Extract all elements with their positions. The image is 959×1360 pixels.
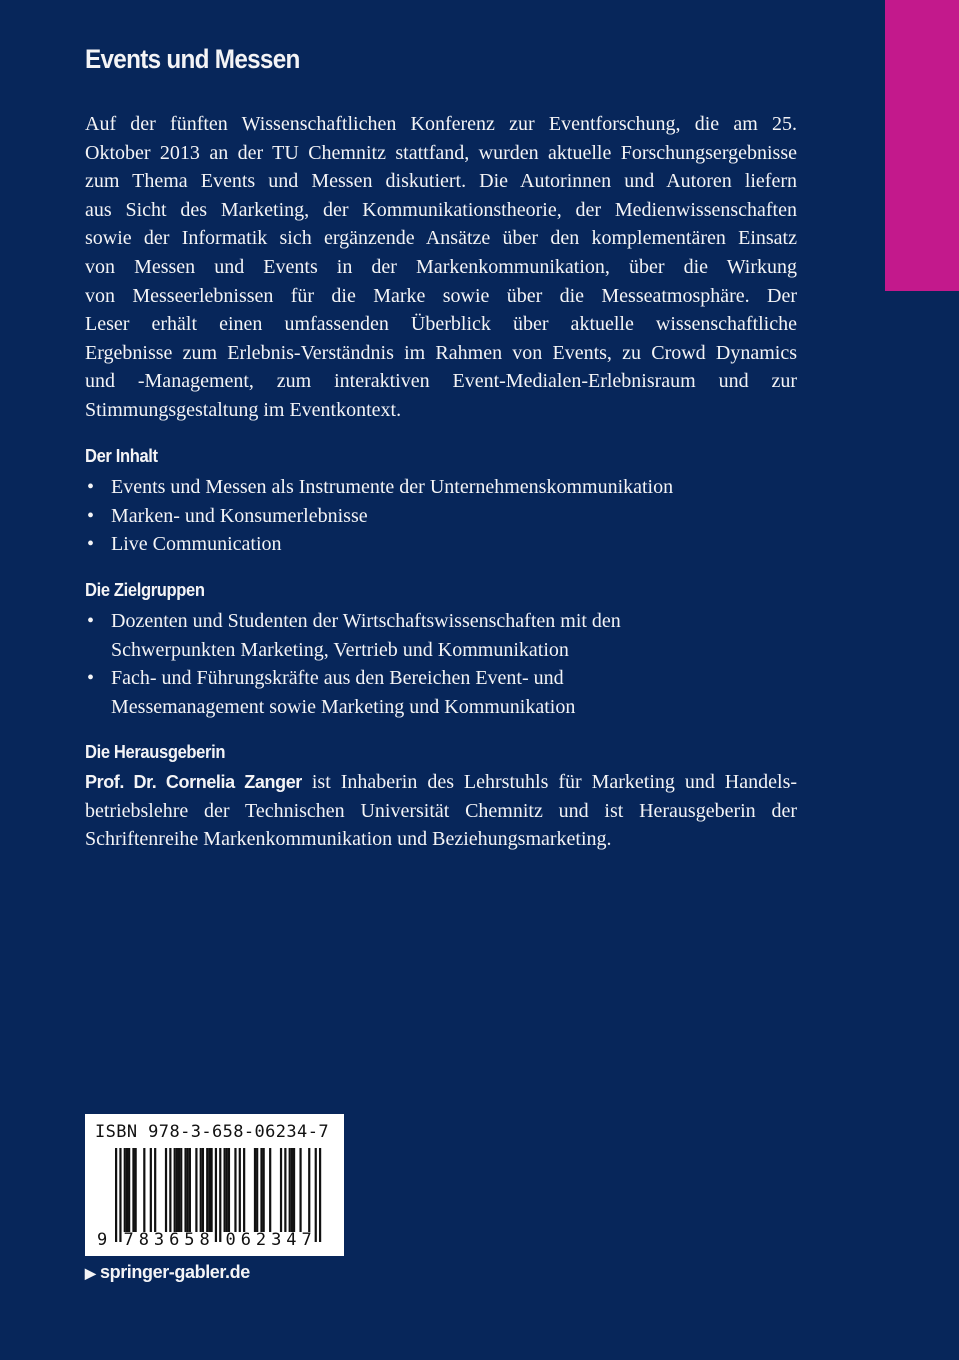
barcode-digit: 4	[286, 1230, 297, 1250]
barcode-bar	[132, 1148, 134, 1232]
barcode-bar	[293, 1148, 295, 1232]
barcode-bar	[176, 1148, 178, 1232]
inhalt-list	[85, 473, 805, 559]
barcode-bar	[243, 1148, 245, 1232]
list-item: • Marken- und Konsumerlebnisse	[87, 504, 368, 527]
barcode-bar	[150, 1148, 152, 1232]
intro-line: Ergebnisse zum Erlebnis-Verständnis im Rahmen von Events, zu Crowd Dynamics	[85, 341, 797, 364]
barcode-digit: 9	[97, 1230, 108, 1250]
barcode-bar	[291, 1148, 293, 1232]
list-item-text: Live Communication	[111, 533, 282, 556]
intro-line: zum Thema Events und Messen diskutiert. Die Autorinnen und Autoren liefern	[85, 170, 797, 193]
barcode-bar	[174, 1148, 176, 1232]
bio-line: ist Inhaberin des Lehrstuhls für Marketing und Handels-	[301, 771, 798, 793]
barcode-bar	[178, 1148, 180, 1232]
barcode-bar	[195, 1148, 197, 1232]
barcode-bar	[210, 1148, 212, 1232]
barcode-digit: 7	[123, 1230, 134, 1250]
intro-line: Leser erhält einen umfassenden Überblick über aktuelle wissenschaftliche	[85, 313, 797, 336]
inhalt-heading: Der Inhalt	[85, 446, 158, 466]
list-item: • Fach- und Führungskräfte aus den Bereichen Event- und Messemanagement sowie Marketing und Kommunikation	[87, 667, 576, 718]
intro-line: von Messeerlebnissen für die Marke sowie über die Messeatmosphäre. Der	[85, 284, 797, 307]
barcode-bar	[263, 1148, 265, 1232]
barcode-bar	[269, 1148, 271, 1232]
intro-line: aus Sicht des Marketing, der Kommunikationstheorie, der Medienwissenschaften	[85, 198, 797, 221]
accent-bar	[885, 0, 959, 291]
barcode-bar	[289, 1148, 291, 1232]
intro-line: und -Management, zum interaktiven Event-Medialen-Erlebnisraum und zur	[85, 370, 797, 393]
barcode-bar	[219, 1148, 221, 1242]
barcode-bar	[200, 1148, 202, 1232]
barcode-bar	[228, 1148, 230, 1232]
barcode-digit: 0	[225, 1230, 236, 1250]
list-item-text: Events und Messen als Instrumente der Unternehmenskommunikation	[111, 476, 674, 498]
barcode-bar	[135, 1148, 137, 1232]
barcode-digit: 7	[301, 1230, 312, 1250]
barcode-digit: 6	[240, 1230, 251, 1250]
isbn-text: ISBN 978-3-658-06234-7	[95, 1122, 329, 1142]
intro-paragraph	[85, 110, 797, 425]
herausgeberin-bio	[85, 768, 797, 854]
play-arrow-icon: ▶	[85, 1265, 96, 1281]
barcode-bar	[224, 1148, 226, 1232]
barcode-bar	[115, 1148, 117, 1242]
barcode-bar	[154, 1148, 156, 1232]
barcode-bar	[169, 1148, 171, 1232]
barcode-bar	[143, 1148, 145, 1232]
barcode-digit: 8	[138, 1230, 149, 1250]
barcode-bar	[187, 1148, 189, 1232]
barcode-bar	[165, 1148, 167, 1232]
herausgeberin-heading: Die Herausgeberin	[85, 742, 226, 762]
barcode-bar	[308, 1148, 310, 1232]
barcode-bar	[254, 1148, 256, 1232]
intro-line: Oktober 2013 an der TU Chemnitz stattfand, wurden aktuelle Forschungsergebnisse	[85, 141, 797, 164]
barcode-bar	[226, 1148, 228, 1232]
intro-line: Auf der fünften Wissenschaftlichen Konferenz zur Eventforschung, die am 25.	[85, 113, 797, 135]
list-item: • Live Communication	[87, 533, 282, 556]
barcode-digit: 8	[199, 1230, 210, 1250]
barcode-bar	[119, 1148, 121, 1242]
barcode-bar	[215, 1148, 217, 1242]
zielgruppen-list	[85, 607, 725, 721]
list-item-text: Marken- und Konsumerlebnisse	[111, 504, 368, 527]
barcode-bar	[206, 1148, 208, 1232]
book-title: Events und Messen	[85, 44, 300, 74]
barcode-digit: 5	[184, 1230, 195, 1250]
barcode-bar	[189, 1148, 191, 1232]
list-item-text: Dozenten und Studenten der Wirtschaftswissenschaften mit den Schwerpunkten Marketing, Vertrieb und Kommunikation	[111, 610, 621, 661]
barcode-bar	[184, 1148, 186, 1232]
list-item-text: Fach- und Führungskräfte aus den Bereichen Event- und Messemanagement sowie Marketing und Kommunikation	[111, 667, 576, 718]
barcode-bar	[256, 1148, 258, 1232]
barcode-digit: 6	[169, 1230, 180, 1250]
list-item: • Dozenten und Studenten der Wirtschaftswissenschaften mit den Schwerpunkten Marketing, Vertrieb und Kommunikation	[87, 610, 621, 661]
intro-line: von Messen und Events in der Markenkommunikation, über die Wirkung	[85, 255, 797, 278]
barcode-bar	[260, 1148, 262, 1232]
barcode-bar	[284, 1148, 286, 1232]
bio-line: Schriftenreihe Markenkommunikation und Beziehungsmarketing.	[85, 828, 612, 851]
publisher-link[interactable]	[85, 1262, 250, 1283]
intro-line: Stimmungsgestaltung im Eventkontext.	[85, 398, 402, 421]
barcode-bar	[128, 1148, 130, 1232]
barcode-bar	[280, 1148, 282, 1232]
barcode-digit: 3	[271, 1230, 282, 1250]
barcode-digit: 3	[153, 1230, 165, 1250]
editor-name: Prof. Dr. Cornelia Zanger	[85, 772, 302, 792]
isbn-barcode-box	[85, 1114, 344, 1256]
zielgruppen-heading: Die Zielgruppen	[85, 580, 205, 600]
barcode-digit: 2	[255, 1230, 267, 1250]
barcode-bar	[180, 1148, 182, 1232]
barcode-bar	[124, 1148, 126, 1232]
barcode	[85, 1114, 344, 1256]
barcode-bar	[319, 1148, 321, 1242]
list-item: • Events und Messen als Instrumente der Unternehmenskommunikation	[87, 476, 674, 498]
barcode-bar	[299, 1148, 301, 1232]
barcode-bar	[239, 1148, 241, 1232]
bio-line: betriebslehre der Technischen Universität Chemnitz und ist Herausgeberin der	[85, 799, 797, 822]
barcode-bar	[234, 1148, 236, 1232]
barcode-bar	[202, 1148, 204, 1232]
url-text: springer-gabler.de	[99, 1262, 250, 1282]
barcode-bar	[315, 1148, 317, 1242]
intro-line: sowie der Informatik sich ergänzende Ansätze über den komplementären Einsatz	[85, 227, 797, 250]
barcode-bar	[208, 1148, 210, 1232]
barcode-bar	[126, 1148, 128, 1232]
